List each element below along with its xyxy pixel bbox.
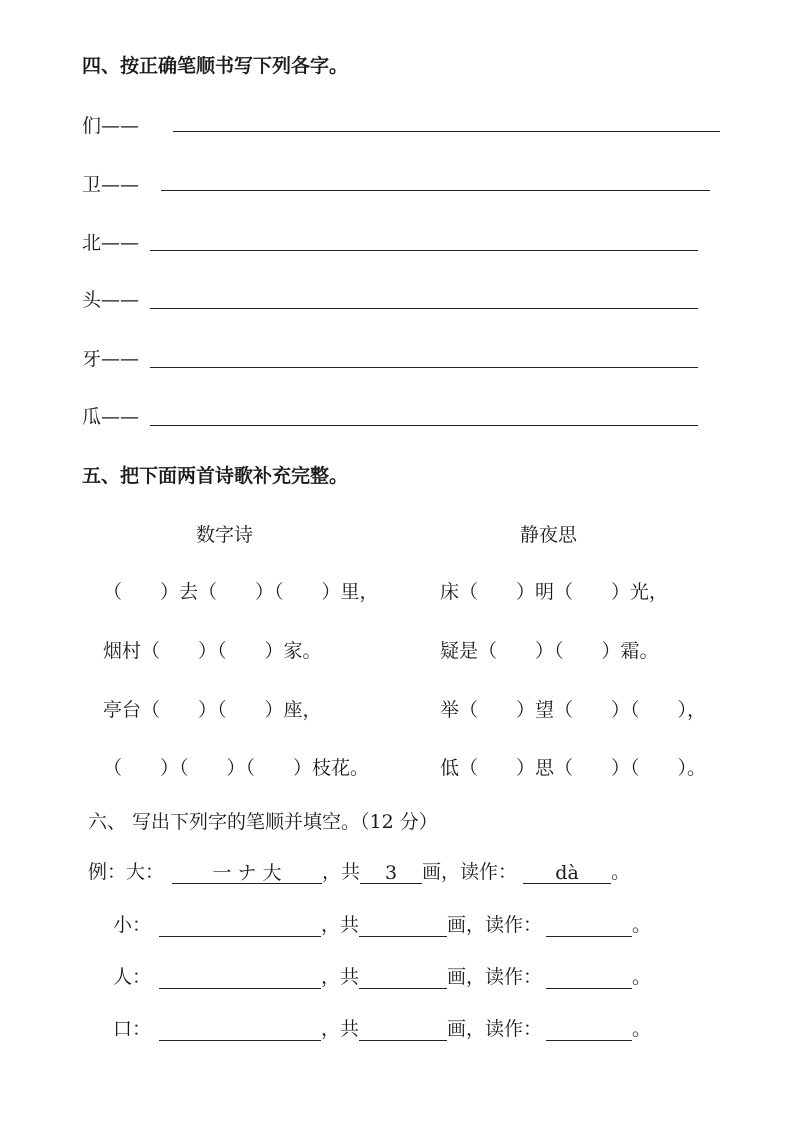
- exercise-char: 小：: [113, 914, 152, 936]
- strokes-input[interactable]: [159, 1018, 321, 1041]
- stroke-row-label: 北——: [82, 232, 140, 254]
- example-prefix: 例：大：: [88, 861, 165, 883]
- strokes-input[interactable]: [159, 914, 321, 937]
- example-read-label: 画，读作：: [422, 861, 518, 883]
- stroke-row-label: 们——: [82, 115, 140, 137]
- example-pinyin: dà: [523, 861, 611, 884]
- stroke-answer-line[interactable]: [150, 250, 698, 251]
- poem-line: （ ）（ ）（ ）枝花。: [103, 757, 370, 779]
- row-end: 。: [632, 1018, 652, 1040]
- example-total-label: ，共: [322, 861, 361, 883]
- read-label: 画，读作：: [447, 1018, 543, 1040]
- exercise-row: [113, 1017, 651, 1041]
- section5-title: 五、把下面两首诗歌补充完整。: [82, 465, 349, 487]
- total-label: ，共: [321, 966, 360, 988]
- exercise-char: 人：: [113, 966, 152, 988]
- poem-line: 举（ ）望（ ）（ ），: [440, 699, 707, 721]
- stroke-row-label: 瓜——: [82, 406, 140, 428]
- stroke-answer-line[interactable]: [150, 308, 698, 309]
- count-input[interactable]: [359, 966, 447, 989]
- poem-line: 烟村（ ）（ ）家。: [103, 640, 322, 662]
- stroke-row-label: 头——: [82, 289, 140, 311]
- example-end: 。: [611, 861, 631, 883]
- example-count: 3: [360, 861, 422, 884]
- stroke-answer-line[interactable]: [150, 367, 698, 368]
- section4-title: 四、按正确笔顺书写下列各字。: [82, 55, 349, 77]
- read-label: 画，读作：: [447, 966, 543, 988]
- pinyin-input[interactable]: [546, 1018, 632, 1041]
- pinyin-input[interactable]: [546, 914, 632, 937]
- count-input[interactable]: [359, 1018, 447, 1041]
- poem-line: 床（ ）明（ ）光，: [440, 581, 669, 603]
- poem-title-left: 数字诗: [196, 524, 254, 546]
- stroke-answer-line[interactable]: [161, 190, 710, 191]
- exercise-char: 口：: [113, 1018, 152, 1040]
- poem-line: 亭台（ ）（ ）座，: [103, 699, 322, 721]
- section6-title: 六、 写出下列字的笔顺并填空。（12 分）: [88, 811, 438, 833]
- stroke-row-label: 卫——: [82, 174, 140, 196]
- pinyin-input[interactable]: [546, 966, 632, 989]
- count-input[interactable]: [359, 914, 447, 937]
- exercise-row: [113, 913, 651, 937]
- poem-line: 低（ ）思（ ）（ ）。: [440, 757, 707, 779]
- stroke-row-label: 牙——: [82, 348, 140, 370]
- example-strokes: 一 ナ 大: [172, 861, 322, 884]
- stroke-answer-line[interactable]: [173, 131, 720, 132]
- row-end: 。: [632, 966, 652, 988]
- strokes-input[interactable]: [159, 966, 321, 989]
- total-label: ，共: [321, 1018, 360, 1040]
- example-row: [88, 860, 630, 884]
- poem-title-right: 静夜思: [520, 524, 578, 546]
- total-label: ，共: [321, 914, 360, 936]
- stroke-answer-line[interactable]: [150, 425, 698, 426]
- row-end: 。: [632, 914, 652, 936]
- read-label: 画，读作：: [447, 914, 543, 936]
- exercise-row: [113, 965, 651, 989]
- poem-line: 疑是（ ）（ ）霜。: [440, 640, 659, 662]
- poem-line: （ ）去（ ）（ ）里，: [103, 581, 379, 603]
